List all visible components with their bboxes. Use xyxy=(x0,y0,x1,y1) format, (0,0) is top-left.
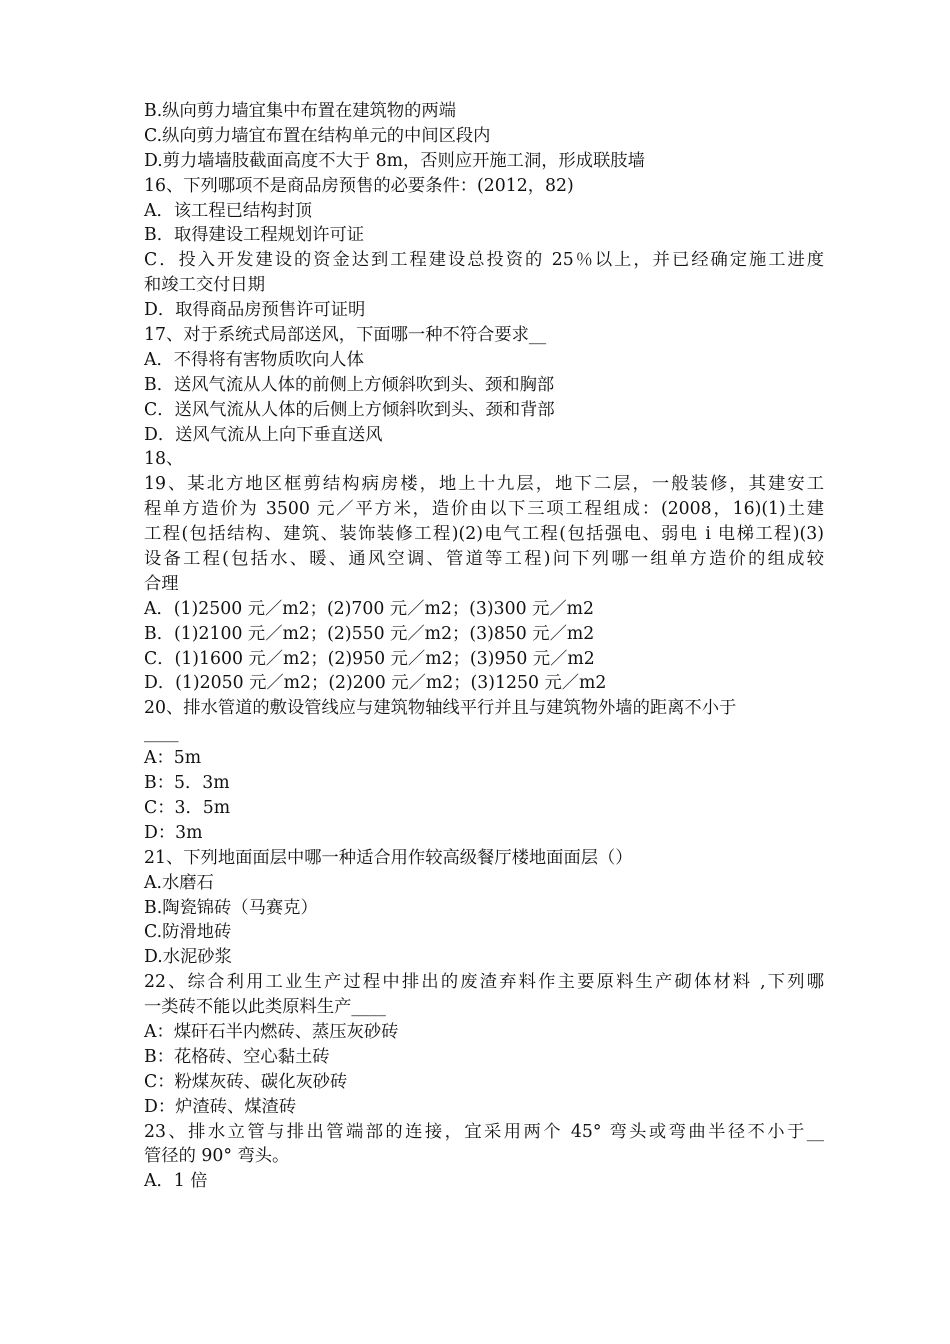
text-line: 20、排水管道的敷设管线应与建筑物轴线平行并且与建筑物外墙的距离不小于 xyxy=(144,698,737,719)
text-line: A：煤矸石半内燃砖、蒸压灰砂砖 xyxy=(144,1021,399,1042)
text-line: 19、某北方地区框剪结构病房楼，地上十九层，地下二层，一般装修，其建安工 xyxy=(144,474,824,495)
text-line: 23、排水立管与排出管端部的连接，宜采用两个 45° 弯头或弯曲半径不小于__ xyxy=(144,1121,824,1142)
text-line: 程单方造价为 3500 元／平方米，造价由以下三项工程组成：(2008，16)(1)土建 xyxy=(144,499,824,520)
text-line: C．投入开发建设的资金达到工程建设总投资的 25％以上，并已经确定施工进度 xyxy=(144,250,824,271)
text-line: A．1 倍 xyxy=(144,1171,208,1192)
text-line: B．取得建设工程规划许可证 xyxy=(144,225,365,246)
text-line: A.水磨石 xyxy=(144,872,214,893)
text-line: 和竣工交付日期 xyxy=(144,275,265,296)
text-line: A：5m xyxy=(144,748,202,769)
text-line: B．(1)2100 元／m2；(2)550 元／m2；(3)850 元／m2 xyxy=(144,623,595,644)
text-line: D．(1)2050 元／m2；(2)200 元／m2；(3)1250 元／m2 xyxy=(144,673,607,694)
text-line: C．(1)1600 元／m2；(2)950 元／m2；(3)950 元／m2 xyxy=(144,648,595,669)
text-line: B：5．3m xyxy=(144,773,230,794)
text-line: D.剪力墙墙肢截面高度不大于 8m，否则应开施工洞，形成联肢墙 xyxy=(144,150,645,171)
text-line: B：花格砖、空心黏土砖 xyxy=(144,1046,330,1067)
text-line: 管径的 90° 弯头。 xyxy=(144,1146,290,1167)
text-line: D：炉渣砖、煤渣砖 xyxy=(144,1096,297,1117)
text-line: 22、综合利用工业生产过程中排出的废渣弃料作主要原料生产砌体材料 ,下列哪 xyxy=(144,972,824,993)
text-line: C：粉煤灰砖、碳化灰砂砖 xyxy=(144,1071,348,1092)
text-line: A．不得将有害物质吹向人体 xyxy=(144,349,364,370)
text-line: D：3m xyxy=(144,822,203,843)
text-line: D.水泥砂浆 xyxy=(144,947,232,968)
text-line: 合理 xyxy=(144,573,179,594)
text-line: 一类砖不能以此类原料生产____ xyxy=(144,997,386,1018)
text-line: D．取得商品房预售许可证明 xyxy=(144,300,366,321)
text-line: B.陶瓷锦砖（马赛克） xyxy=(144,897,318,918)
text-line: B.纵向剪力墙宜集中布置在建筑物的两端 xyxy=(144,101,456,121)
text-line: 16、下列哪项不是商品房预售的必要条件：(2012，82) xyxy=(144,175,574,196)
text-line: C：3．5m xyxy=(144,797,231,818)
text-line: 18、 xyxy=(144,449,184,470)
text-line: 工程(包括结构、建筑、装饰装修工程)(2)电气工程(包括强电、弱电 i 电梯工程)(3) xyxy=(144,524,824,545)
text-line: D．送风气流从上向下垂直送风 xyxy=(144,424,383,445)
text-line: C.纵向剪力墙宜布置在结构单元的中间区段内 xyxy=(144,125,491,146)
text-line: A．该工程已结构封顶 xyxy=(144,200,313,221)
text-line: A．(1)2500 元／m2；(2)700 元／m2；(3)300 元／m2 xyxy=(144,598,595,619)
text-line: ____ xyxy=(144,723,179,744)
text-line: C.防滑地砖 xyxy=(144,922,232,943)
text-line: C．送风气流从人体的后侧上方倾斜吹到头、颈和背部 xyxy=(144,399,555,420)
text-line: 21、下列地面面层中哪一种适合用作较高级餐厅楼地面面层（） xyxy=(144,847,633,868)
text-line: B．送风气流从人体的前侧上方倾斜吹到头、颈和胸部 xyxy=(144,374,555,395)
document-page xyxy=(144,99,824,1194)
text-line: 设备工程(包括水、暖、通风空调、管道等工程)问下列哪一组单方造价的组成较 xyxy=(144,549,824,570)
text-line: 17、对于系统式局部送风，下面哪一种不符合要求__ xyxy=(144,325,547,346)
